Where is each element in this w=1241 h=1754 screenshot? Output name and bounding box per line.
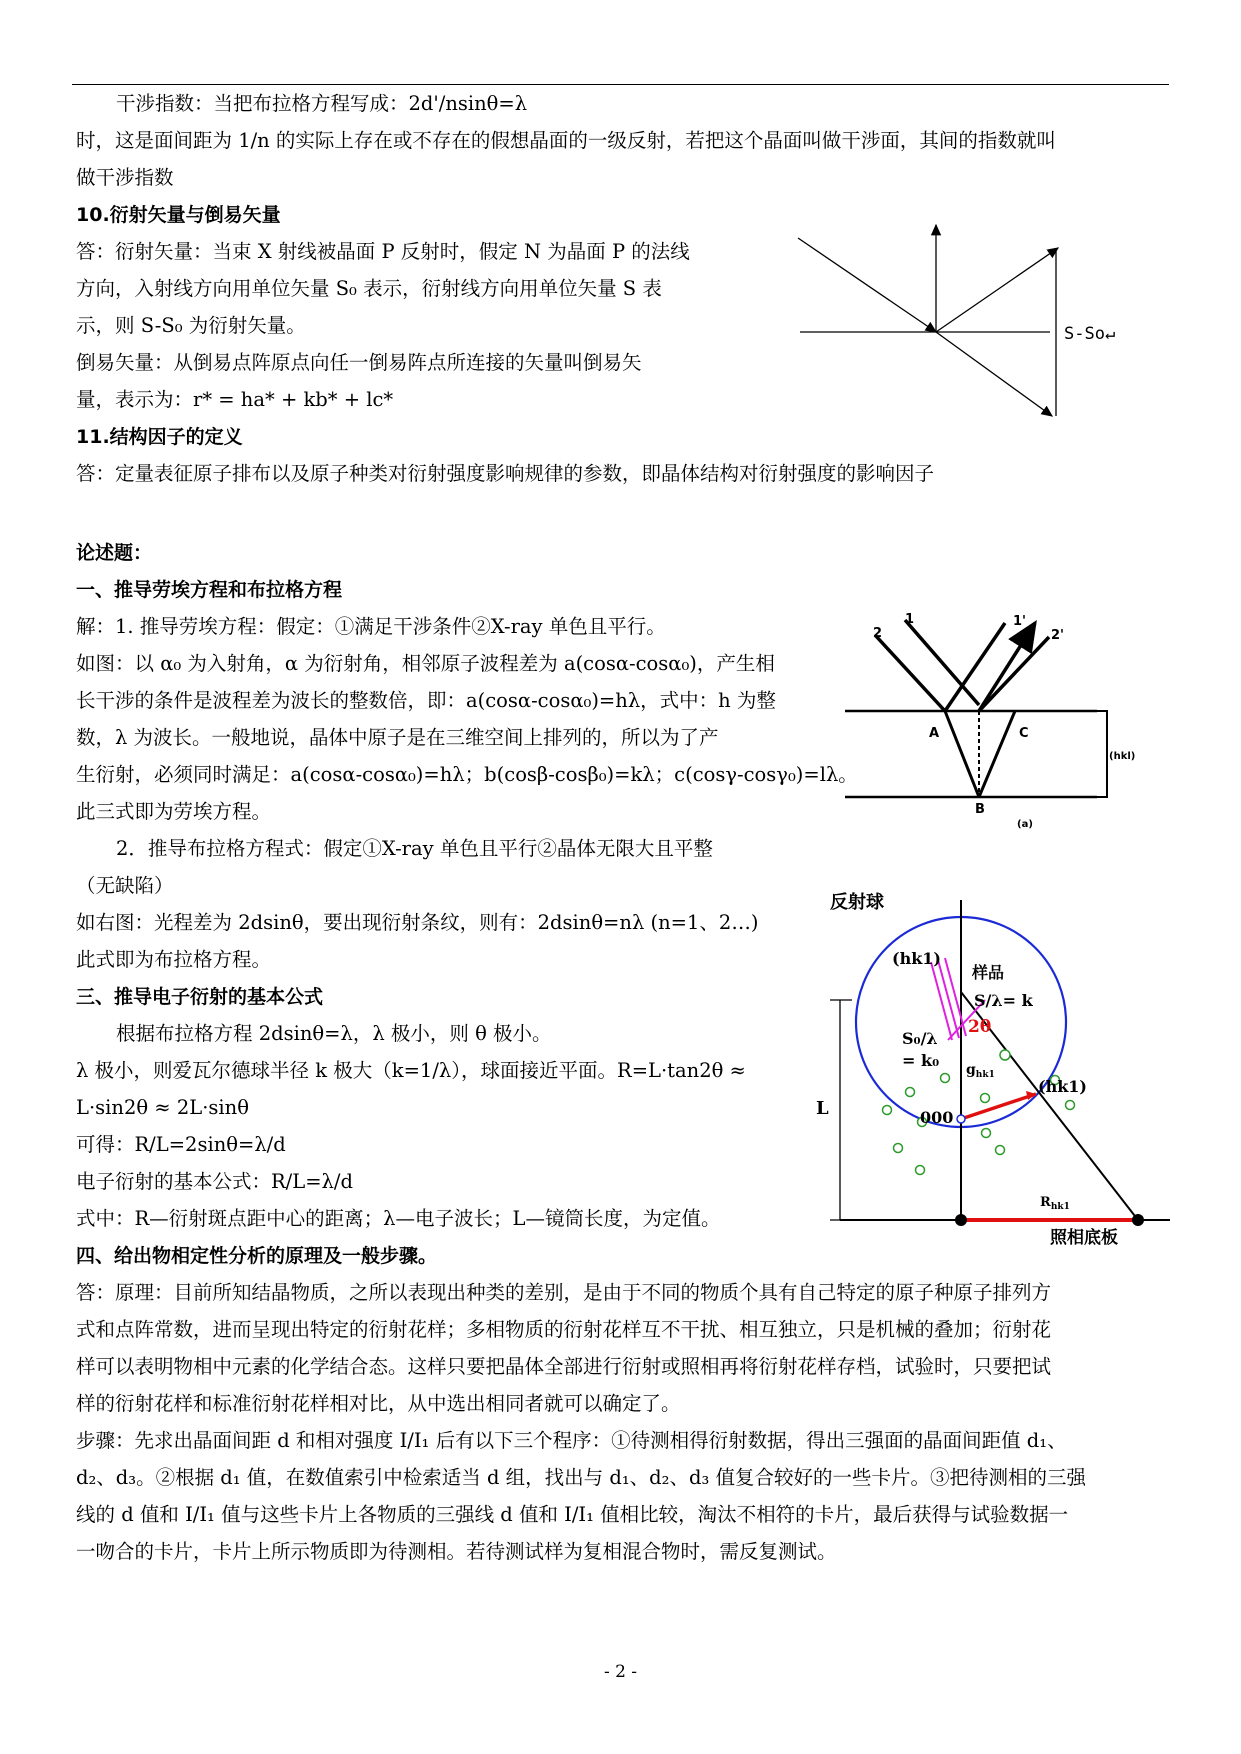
photo-plate-label: 照相底板: [1050, 1228, 1118, 1248]
text-line: 数，λ 为波长。一般地说，晶体中原子是在三维空间上排列的，所以为了产: [76, 726, 719, 749]
rhkl-label: $R_{hk1}$: [1040, 1195, 1070, 1212]
ray-label: 1': [1013, 614, 1027, 629]
text-line: 量，表示为：r* = ha* + kb* + lc*: [76, 388, 394, 411]
text-line: 倒易矢量：从倒易点阵原点向任一倒易阵点所连接的矢量叫倒易矢: [76, 351, 642, 374]
section-heading-10: 10.衍射矢量与倒易矢量: [76, 204, 281, 226]
text-line: （无缺陷）: [76, 874, 174, 897]
plane-label: (hkl): [1109, 751, 1136, 762]
hkl-plane-label: (hk1): [892, 949, 941, 968]
text-line: 样可以表明物相中元素的化学结合态。这样只要把晶体全部进行衍射或照相再将衍射花样存档，试验时，只要把试: [76, 1355, 1052, 1378]
text-line: 做干涉指数: [76, 166, 174, 189]
text-line: 根据布拉格方程 2dsinθ=λ，λ 极小，则 θ 极小。: [116, 1022, 552, 1045]
text-line: L·sin2θ ≈ 2L·sinθ: [76, 1096, 249, 1119]
text-line: 此三式即为劳埃方程。: [76, 800, 272, 823]
text-line: 式中：R—衍射斑点距中心的距离；λ—电子波长；L—镜筒长度，为定值。: [76, 1207, 721, 1230]
hkl-point-label: (hk1): [1038, 1077, 1087, 1096]
s-lambda-label: S/λ= k: [974, 991, 1033, 1010]
text-line: 一吻合的卡片，卡片上所示物质即为待测相。若待测试样为复相混合物时，需反复测试。: [76, 1540, 837, 1563]
text-line: 电子衍射的基本公式：R/L=λ/d: [76, 1170, 353, 1193]
ewald-sphere-title: 反射球: [830, 892, 884, 913]
header-rule: [72, 84, 1169, 85]
text-line: 可得：R/L=2sinθ=λ/d: [76, 1133, 286, 1156]
section-heading-11: 11.结构因子的定义: [76, 426, 243, 448]
text-line: 答：定量表征原子排布以及原子种类对衍射强度影响规律的参数，即晶体结构对衍射强度的影响因子: [76, 462, 935, 485]
origin-label: 000: [920, 1108, 954, 1127]
diffraction-vector-label: S-So↵: [1064, 324, 1116, 344]
text-line: 此式即为布拉格方程。: [76, 948, 272, 971]
text-line: 时，这是面间距为 1/n 的实际上存在或不存在的假想晶面的一级反射，若把这个晶面叫做干涉面，其间的指数就叫: [76, 129, 1056, 152]
two-theta-label: 2θ: [968, 1017, 992, 1037]
text-line: 解：1. 推导劳埃方程：假定：①满足干涉条件②X-ray 单色且平行。: [76, 615, 666, 638]
point-label: A: [929, 726, 940, 741]
text-line: 样的衍射花样和标准衍射花样相对比，从中选出相同者就可以确定了。: [76, 1392, 681, 1415]
text-line: 示，则 S-S₀ 为衍射矢量。: [76, 314, 306, 337]
bragg-reflection-figure: [845, 612, 1136, 830]
ghkl-label: $g_{hk1}$: [966, 1062, 995, 1080]
text-line: 2．推导布拉格方程式：假定①X-ray 单色且平行②晶体无限大且平整: [116, 837, 713, 860]
text-line: 长干涉的条件是波程差为波长的整数倍，即：a(cosα-cosα₀)=hλ，式中：h 为整: [76, 689, 776, 712]
text-line: λ 极小，则爱瓦尔德球半径 k 极大（k=1/λ），球面接近平面。R=L·tan2θ ≈: [76, 1059, 746, 1082]
sample-label: 样品: [972, 963, 1005, 982]
point-label: B: [975, 802, 985, 817]
essay-heading: 论述题：: [76, 542, 153, 564]
text-line: 如右图：光程差为 2dsinθ，要出现衍射条纹，则有：2dsinθ=nλ (n=1、2…): [76, 911, 759, 934]
text-line: d₂、d₃。②根据 d₁ 值，在数值索引中检索适当 d 组，找出与 d₁、d₂、d₃ 值复合较好的一些卡片。③把待测相的三强: [76, 1466, 1086, 1489]
k0-label: = k₀: [902, 1051, 940, 1070]
s0-lambda-label: S₀/λ: [902, 1029, 938, 1048]
text-line: 干涉指数：当把布拉格方程写成：2d'/nsinθ=λ: [116, 92, 528, 115]
camera-length-label: L: [816, 1098, 829, 1119]
subfigure-label: (a): [1017, 819, 1033, 830]
text-line: 方向，入射线方向用单位矢量 S₀ 表示，衍射线方向用单位矢量 S 表: [76, 277, 662, 300]
point-label: C: [1019, 726, 1029, 741]
section-heading-4: 四、给出物相定性分析的原理及一般步骤。: [76, 1245, 438, 1267]
section-heading-1: 一、推导劳埃方程和布拉格方程: [76, 579, 343, 601]
text-line: 答：原理：目前所知结晶物质，之所以表现出种类的差别，是由于不同的物质个具有自己特定的原子种原子排列方: [76, 1281, 1052, 1304]
section-heading-3: 三、推导电子衍射的基本公式: [76, 986, 324, 1008]
diffraction-vector-figure: [790, 220, 1116, 430]
text-line: 生衍射，必须同时满足：a(cosα-cosα₀)=hλ；b(cosβ-cosβ₀)=kλ；c(cosγ-cosγ₀)=lλ。: [76, 763, 858, 786]
text-line: 式和点阵常数，进而呈现出特定的衍射花样；多相物质的衍射花样互不干扰、相互独立，只是机械的叠加；衍射花: [76, 1318, 1052, 1341]
ray-label: 2': [1051, 628, 1065, 643]
text-line: 步骤：先求出晶面间距 d 和相对强度 I/I₁ 后有以下三个程序：①待测相得衍射数据，得出三强面的晶面间距值 d₁、: [76, 1429, 1067, 1452]
text-line: 答：衍射矢量：当束 X 射线被晶面 P 反射时，假定 N 为晶面 P 的法线: [76, 240, 690, 263]
text-line: 如图：以 α₀ 为入射角，α 为衍射角，相邻原子波程差为 a(cosα-cosα₀)，产生相: [76, 652, 775, 675]
text-line: 线的 d 值和 I/I₁ 值与这些卡片上各物质的三强线 d 值和 I/I₁ 值相比较，淘汰不相符的卡片，最后获得与试验数据一: [76, 1503, 1069, 1526]
ray-label: 2: [873, 626, 883, 641]
ewald-sphere-figure: [800, 880, 1180, 1248]
page-number: - 2 -: [603, 1662, 638, 1682]
ray-label: 1: [905, 612, 915, 627]
